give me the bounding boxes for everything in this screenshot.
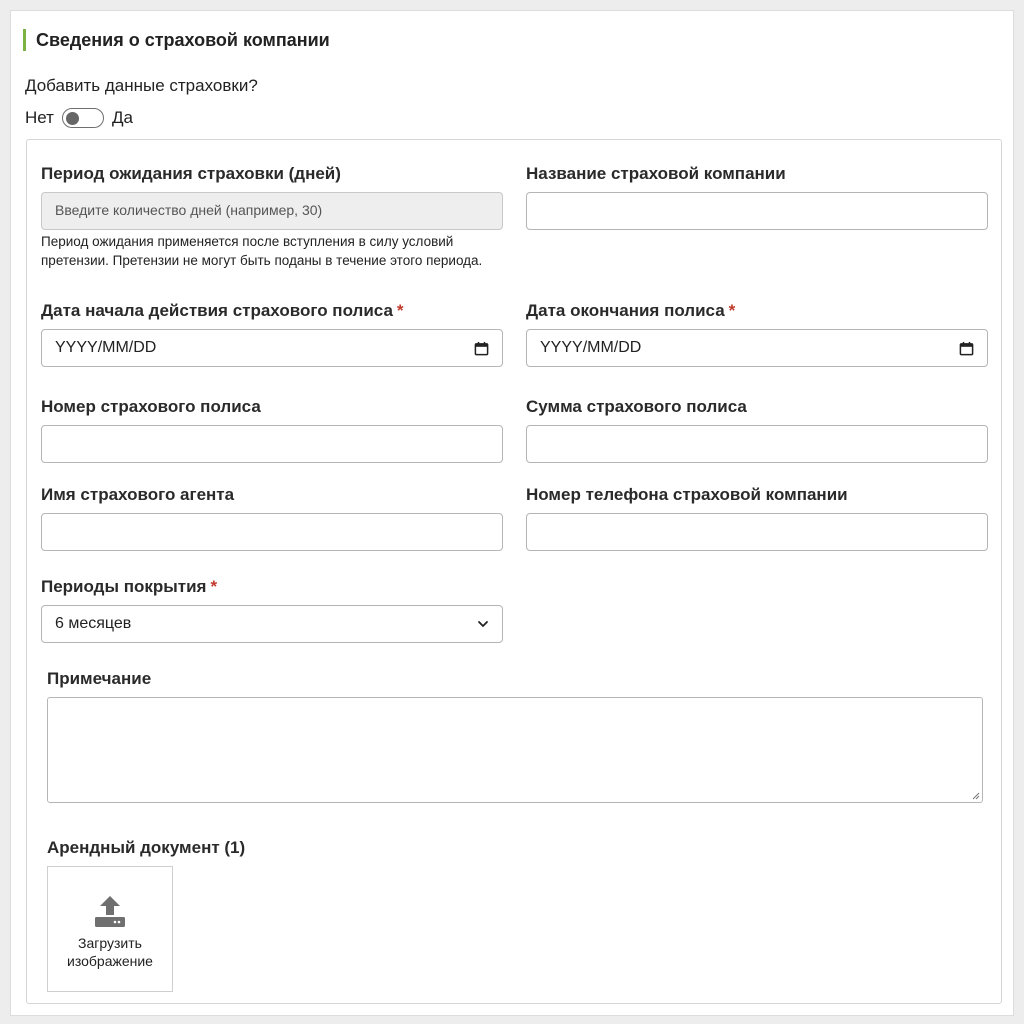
waiting-period-help-line-1: Период ожидания применяется после вступления в силу условий <box>41 234 454 249</box>
toggle-off-label: Нет <box>25 108 54 127</box>
policy-end-date-placeholder: YYYY/MM/DD <box>540 339 642 356</box>
calendar-icon[interactable] <box>959 341 974 356</box>
waiting-period-help <box>41 232 511 270</box>
policy-start-date-label-text: Дата начала действия страхового полиса <box>41 301 393 320</box>
upload-image-button[interactable] <box>47 866 173 992</box>
upload-label-line-2: изображение <box>67 953 153 969</box>
upload-label-line-1: Загрузить <box>78 935 142 951</box>
policy-end-date-input[interactable] <box>526 329 988 367</box>
resize-grip-icon[interactable] <box>970 790 980 800</box>
add-insurance-question: Добавить данные страховки? <box>25 76 258 95</box>
upload-icon <box>90 894 130 930</box>
section-header <box>23 29 330 51</box>
company-phone-label: Номер телефона страховой компании <box>526 485 848 504</box>
agent-name-label: Имя страхового агента <box>41 485 235 504</box>
insurance-form-card <box>26 139 1002 1004</box>
upload-label <box>67 934 153 970</box>
coverage-period-label <box>41 577 217 597</box>
calendar-icon[interactable] <box>474 341 489 356</box>
policy-end-date-label <box>526 301 735 321</box>
waiting-period-help-line-2: претензии. Претензии не могут быть поданы в течение этого периода. <box>41 253 483 268</box>
insurance-toggle-switch[interactable] <box>62 108 104 128</box>
coverage-period-label-text: Периоды покрытия <box>41 577 207 596</box>
policy-start-date-input[interactable] <box>41 329 503 367</box>
policy-end-date-label-text: Дата окончания полиса <box>526 301 725 320</box>
required-mark: * <box>396 301 404 320</box>
chevron-down-icon <box>477 618 489 630</box>
lease-document-label: Арендный документ (1) <box>47 838 246 857</box>
policy-number-label: Номер страхового полиса <box>41 397 261 416</box>
note-textarea[interactable] <box>47 697 983 803</box>
coverage-period-select[interactable] <box>41 605 503 643</box>
section-accent-bar <box>23 29 26 51</box>
toggle-on-label: Да <box>111 108 133 127</box>
company-phone-input[interactable] <box>526 513 988 551</box>
waiting-period-label: Период ожидания страховки (дней) <box>41 164 341 183</box>
policy-number-input[interactable] <box>41 425 503 463</box>
agent-name-input[interactable] <box>41 513 503 551</box>
company-name-label: Название страховой компании <box>526 164 786 183</box>
policy-amount-input[interactable] <box>526 425 988 463</box>
policy-start-date-placeholder: YYYY/MM/DD <box>55 339 157 356</box>
note-label: Примечание <box>47 669 152 688</box>
toggle-knob <box>66 112 79 125</box>
waiting-period-input[interactable] <box>41 192 503 230</box>
required-mark: * <box>210 577 218 596</box>
policy-amount-label: Сумма страхового полиса <box>526 397 747 416</box>
coverage-period-selected: 6 месяцев <box>55 615 132 632</box>
required-mark: * <box>728 301 736 320</box>
company-name-input[interactable] <box>526 192 988 230</box>
policy-start-date-label <box>41 301 404 321</box>
insurance-section-page <box>10 10 1014 1016</box>
insurance-toggle-row <box>25 107 133 129</box>
section-title: Сведения о страховой компании <box>36 29 330 50</box>
